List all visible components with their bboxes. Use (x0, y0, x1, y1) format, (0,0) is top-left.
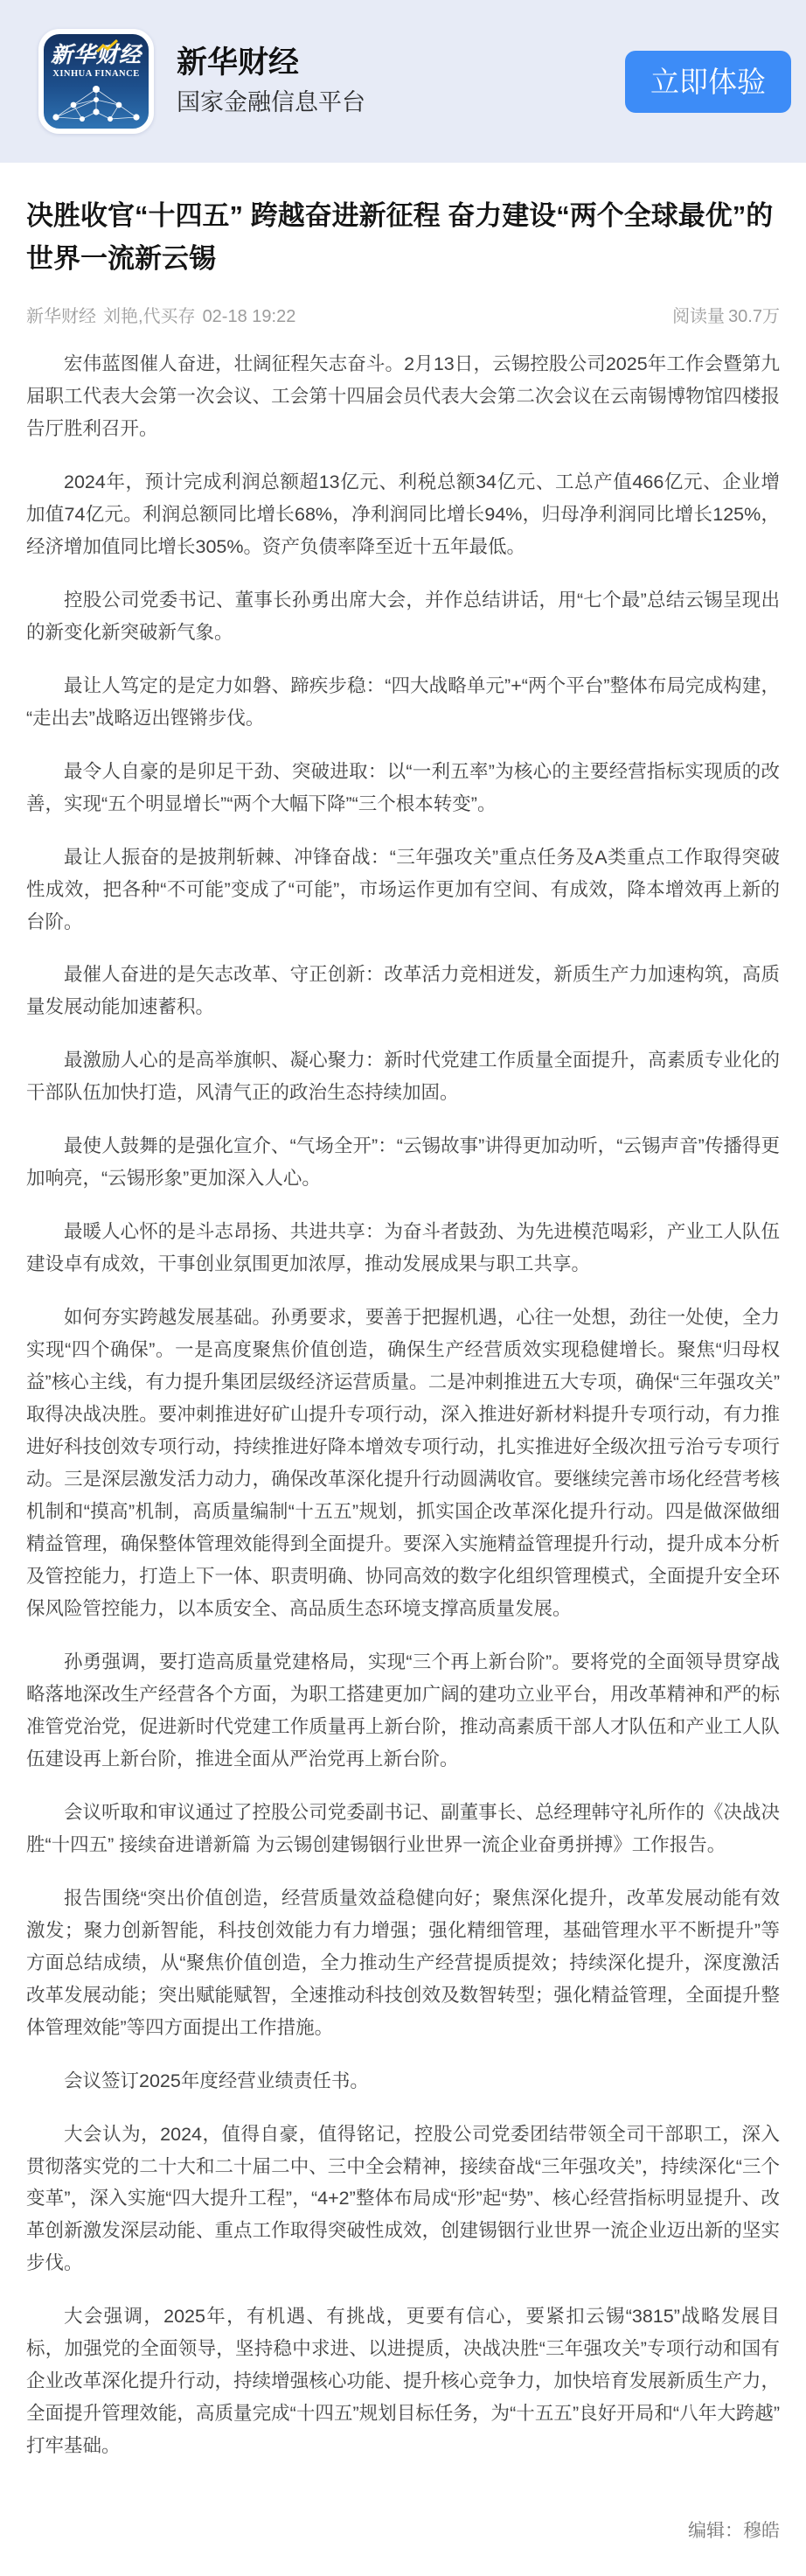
read-count (669, 302, 780, 327)
article-paragraph: 最催人奋进的是矢志改革、守正创新：改革活力竞相迸发，新质生产力加速构筑，高质量发展动能加速蓄积。 (26, 964, 780, 1018)
article-paragraph: 最激励人心的是高举旗帜、凝心聚力：新时代党建工作质量全面提升，高素质专业化的干部队伍加快打造，风清气正的政治生态持续加固。 (26, 1050, 780, 1104)
logo-brand-text: 新华财经 (51, 45, 142, 66)
byline-datetime: 02-18 19:22 (202, 306, 296, 326)
article-paragraph: 2024年，预计完成利润总额超13亿元、利税总额34亿元、工总产值466亿元、企业增加值74亿元。利润总额同比增长68%，净利润同比增长94%，归母净利润同比增长125%，经济增加值同比增长305%。资产负债率降至近十五年最低。 (26, 471, 780, 557)
read-count-label: 阅读量 (672, 306, 726, 326)
article-title: 决胜收官“十四五” 跨越奋进新征程 奋力建设“两个全球最优”的世界一流新云锡 (26, 200, 774, 274)
article-body (26, 348, 780, 2462)
xinhua-finance-logo[interactable] (38, 29, 154, 134)
article-paragraph: 最暖人心怀的是斗志昂扬、共进共享：为奋斗者鼓劲、为先进模范喝彩，产业工人队伍建设卓有成效，干事创业氛围更加浓厚，推动发展成果与职工共享。 (26, 1221, 780, 1275)
article (0, 195, 806, 2543)
article-paragraph: 最让人笃定的是定力如磐、蹄疾步稳：“四大战略单元”+“两个平台”整体布局完成构建，“走出去”战略迈出铿锵步伐。 (26, 674, 780, 729)
article-paragraph: 宏伟蓝图催人奋进，壮阔征程矢志奋斗。2月13日，云锡控股公司2025年工作会暨第九届职工代表大会第一次会议、工会第十四届会员代表大会第二次会议在云南锡博物馆四楼报告厅胜利召开。 (26, 353, 780, 439)
article-paragraph: 大会强调，2025年，有机遇、有挑战，更要有信心，要紧扣云锡“3815”战略发展目标，加强党的全面领导，坚持稳中求进、以进提质，决战决胜“三年强攻关”专项行动和国有企业改革深化提升行动，持续增强核心功能、提升核心竞争力，加快培育发展新质生产力，全面提升管理效能，高质量完成“十四五”规划目标任务，为“十五五”良好开局和“八年大跨越”打牢基础。 (26, 2306, 780, 2457)
brand-block (177, 46, 365, 116)
byline-authors: 刘艳,代买存 (103, 306, 196, 326)
experience-now-button[interactable]: 立即体验 (625, 51, 791, 113)
app-header (0, 0, 806, 163)
byline-source: 新华财经 (26, 306, 96, 326)
article-paragraph: 控股公司党委书记、董事长孙勇出席大会，并作总结讲话，用“七个最”总结云锡呈现出的新变化新突破新气象。 (26, 589, 780, 643)
article-paragraph: 最令人自豪的是卯足干劲、突破进取：以“一利五率”为核心的主要经营指标实现质的改善，实现“五个明显增长”“两个大幅下降”“三个根本转变”。 (26, 760, 780, 814)
article-paragraph: 会议听取和审议通过了控股公司党委副书记、副董事长、总经理韩守礼所作的《决战决胜“十四五” 接续奋进谱新篇 为云锡创建锡铟行业世界一流企业奋勇拼搏》工作报告。 (26, 1801, 780, 1855)
brand-subtitle: 国家金融信息平台 (177, 89, 365, 116)
network-globe-icon (47, 82, 145, 122)
logo-brand-text-en: XINHUA FINANCE (52, 68, 140, 79)
article-paragraph: 最使人鼓舞的是强化宣介、“气场全开”：“云锡故事”讲得更加动听，“云锡声音”传播得更加响亮，“云锡形象”更加深入人心。 (26, 1135, 780, 1190)
article-paragraph: 报告围绕“突出价值创造，经营质量效益稳健向好；聚焦深化提升，改革发展动能有效激发；聚力创新智能，科技创效能力有力增强；强化精细管理，基础管理水平不断提升”等方面总结成绩，从“聚焦价值创造，全力推动生产经营提质提效；持续深化提升，深度激活改革发展动能；突出赋能赋智，全速推动科技创效及数智转型；强化精益管理，全面提升整体管理效能”等四方面提出工作措施。 (26, 1887, 780, 2038)
editor-note: 编辑：穆皓 (688, 2521, 780, 2542)
read-count-value: 30.7万 (728, 306, 780, 326)
byline-meta (26, 302, 295, 327)
article-paragraph: 如何夯实跨越发展基础。孙勇要求，要善于把握机遇，心往一处想，劲往一处使，全力实现“四个确保”。一是高度聚焦价值创造，确保生产经营质效实现稳健增长。聚焦“归母权益”核心主线，有力提升集团层级经济运营质量。二是冲刺推进五大专项，确保“三年强攻关”取得决战决胜。要冲刺推进好矿山提升专项行动，深入推进好新材料提升专项行动，有力推进好科技创效专项行动，持续推进好降本增效专项行动，扎实推进好全级次扭亏治亏专项行动。三是深层激发活力动力，确保改革深化提升行动圆满收官。要继续完善市场化经营考核机制和“摸高”机制，高质量编制“十五五”规划，抓实国企改革深化提升行动。四是做深做细精益管理，确保整体管理效能得到全面提升。要深入实施精益管理提升行动，提升成本分析及管控能力，打造上下一体、职责明确、协同高效的数字化组织管理模式，全面提升安全环保风险管控能力，以本质安全、高品质生态环境支撑高质量发展。 (26, 1307, 780, 1619)
brand-name: 新华财经 (177, 45, 300, 80)
article-paragraph: 最让人振奋的是披荆斩棘、冲锋奋战：“三年强攻关”重点任务及A类重点工作取得突破性成效，把各种“不可能”变成了“可能”，市场运作更加有空间、有成效，降本增效再上新的台阶。 (26, 846, 780, 932)
article-paragraph: 孙勇强调，要打造高质量党建格局，实现“三个再上新台阶”。要将党的全面领导贯穿战略落地深改生产经营各个方面，为职工搭建更加广阔的建功立业平台，用改革精神和严的标准管党治党，促进新时代党建工作质量再上新台阶，推动高素质干部人才队伍和产业工人队伍建设再上新台阶，推进全面从严治党再上新台阶。 (26, 1651, 780, 1770)
byline (26, 302, 780, 327)
trend-line-icon (96, 39, 119, 55)
article-paragraph: 大会认为，2024，值得自豪，值得铭记，控股公司党委团结带领全司干部职工，深入贯彻落实党的二十大和二十届二中、三中全会精神，接续奋战“三年强攻关”，持续深化“三个变革”，深入实施“四大提升工程”，“4+2”整体布局成“形”起“势”、核心经营指标明显提升、改革创新激发深层动能、重点工作取得突破性成效，创建锡铟行业世界一流企业迈出新的坚实步伐。 (26, 2123, 780, 2274)
article-paragraph: 会议签订2025年度经营业绩责任书。 (64, 2070, 369, 2091)
